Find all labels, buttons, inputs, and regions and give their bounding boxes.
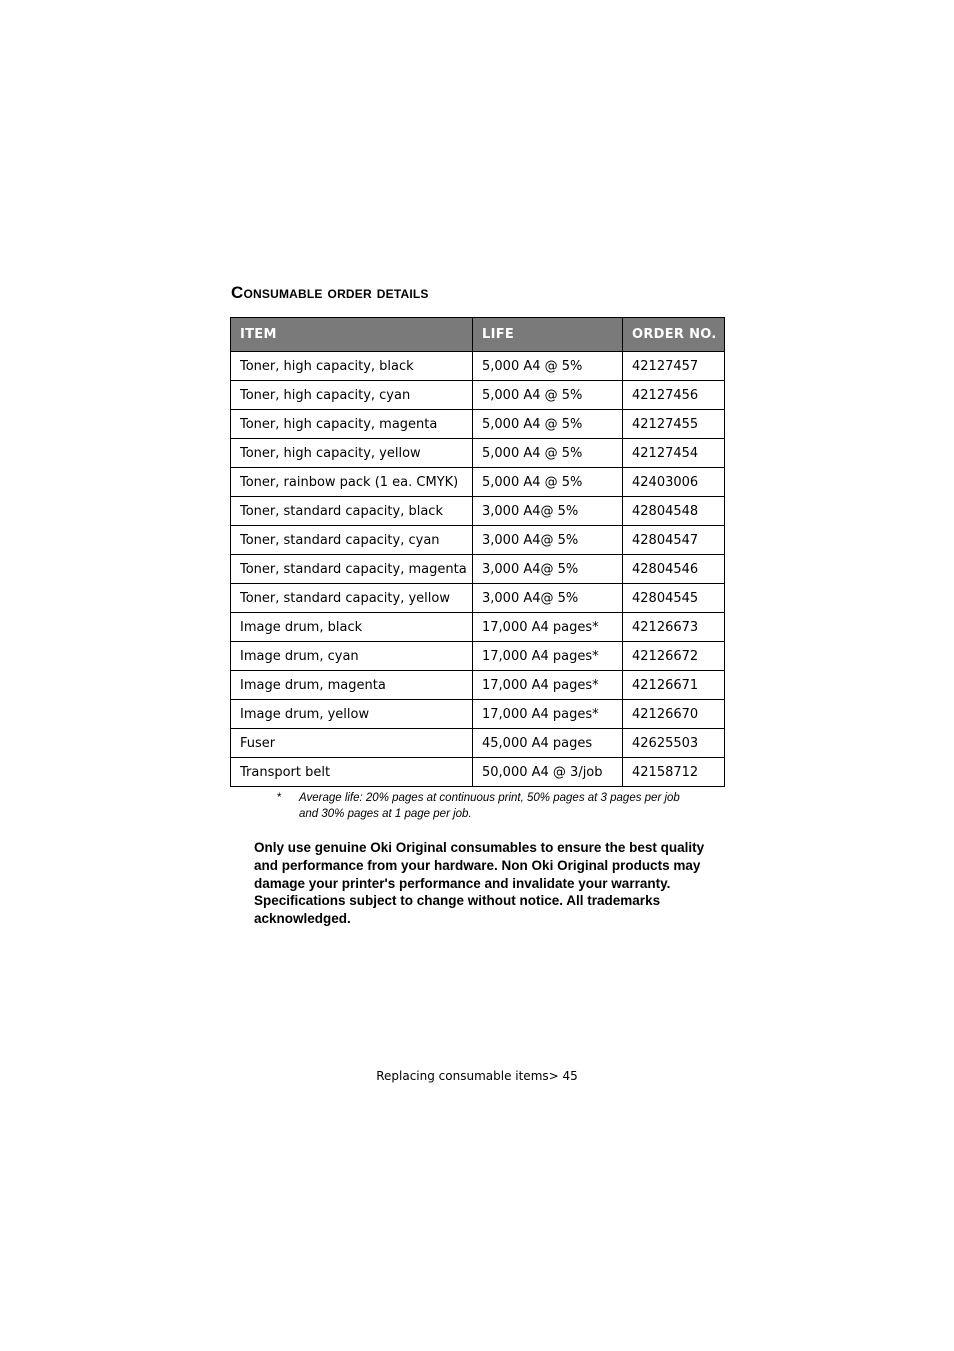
life-cell: 5,000 A4 @ 5% — [473, 381, 623, 410]
table-row — [231, 555, 725, 584]
life-cell: 5,000 A4 @ 5% — [473, 410, 623, 439]
item-cell: Toner, high capacity, yellow — [231, 439, 473, 468]
life-cell: 5,000 A4 @ 5% — [473, 439, 623, 468]
life-cell: 50,000 A4 @ 3/job — [473, 758, 623, 787]
column-header-order-no: ORDER NO. — [623, 318, 725, 352]
table-header-row — [231, 318, 725, 352]
item-cell: Toner, high capacity, magenta — [231, 410, 473, 439]
life-cell: 45,000 A4 pages — [473, 729, 623, 758]
table-row — [231, 613, 725, 642]
life-cell: 3,000 A4@ 5% — [473, 526, 623, 555]
page-footer: Replacing consumable items> 45 — [376, 1069, 578, 1083]
order-no-cell: 42158712 — [623, 758, 725, 787]
item-cell: Image drum, yellow — [231, 700, 473, 729]
footnote — [277, 790, 697, 822]
table-row — [231, 468, 725, 497]
order-no-cell: 42804547 — [623, 526, 725, 555]
life-cell: 3,000 A4@ 5% — [473, 497, 623, 526]
item-cell: Toner, high capacity, cyan — [231, 381, 473, 410]
order-no-cell: 42804546 — [623, 555, 725, 584]
item-cell: Fuser — [231, 729, 473, 758]
order-no-cell: 42126673 — [623, 613, 725, 642]
order-no-cell: 42127456 — [623, 381, 725, 410]
table-row — [231, 439, 725, 468]
item-cell: Toner, high capacity, black — [231, 352, 473, 381]
table-row — [231, 671, 725, 700]
life-cell: 3,000 A4@ 5% — [473, 555, 623, 584]
table-row — [231, 729, 725, 758]
order-no-cell: 42403006 — [623, 468, 725, 497]
section-title: Consumable order details — [231, 283, 429, 302]
table-row — [231, 642, 725, 671]
column-header-life: LIFE — [473, 318, 623, 352]
column-header-item: ITEM — [231, 318, 473, 352]
footnote-text: Average life: 20% pages at continuous print, 50% pages at 3 pages per job and 30% pages at 1 page per job. — [299, 792, 680, 820]
genuine-consumables-notice: Only use genuine Oki Original consumables to ensure the best quality and performance from your hardware. Non Oki Original products may damage your printer's performance and invalidate your warranty. Specifications subject to change without notice. All trademarks acknowledged. — [254, 840, 705, 927]
life-cell: 5,000 A4 @ 5% — [473, 352, 623, 381]
life-cell: 5,000 A4 @ 5% — [473, 468, 623, 497]
life-cell: 17,000 A4 pages* — [473, 671, 623, 700]
life-cell: 3,000 A4@ 5% — [473, 584, 623, 613]
order-no-cell: 42127454 — [623, 439, 725, 468]
order-no-cell: 42126670 — [623, 700, 725, 729]
table-row — [231, 352, 725, 381]
order-no-cell: 42126671 — [623, 671, 725, 700]
order-no-cell: 42625503 — [623, 729, 725, 758]
table-row — [231, 584, 725, 613]
item-cell: Toner, rainbow pack (1 ea. CMYK) — [231, 468, 473, 497]
item-cell: Image drum, black — [231, 613, 473, 642]
order-no-cell: 42127455 — [623, 410, 725, 439]
item-cell: Toner, standard capacity, magenta — [231, 555, 473, 584]
table-row — [231, 526, 725, 555]
table-row — [231, 758, 725, 787]
item-cell: Toner, standard capacity, black — [231, 497, 473, 526]
item-cell: Image drum, cyan — [231, 642, 473, 671]
item-cell: Transport belt — [231, 758, 473, 787]
footnote-mark: * — [277, 792, 282, 804]
table-row — [231, 381, 725, 410]
order-no-cell: 42804545 — [623, 584, 725, 613]
table-row — [231, 700, 725, 729]
table-row — [231, 497, 725, 526]
order-no-cell: 42804548 — [623, 497, 725, 526]
order-no-cell: 42127457 — [623, 352, 725, 381]
item-cell: Toner, standard capacity, yellow — [231, 584, 473, 613]
life-cell: 17,000 A4 pages* — [473, 700, 623, 729]
life-cell: 17,000 A4 pages* — [473, 613, 623, 642]
item-cell: Toner, standard capacity, cyan — [231, 526, 473, 555]
order-no-cell: 42126672 — [623, 642, 725, 671]
table-row — [231, 410, 725, 439]
item-cell: Image drum, magenta — [231, 671, 473, 700]
consumables-table — [230, 317, 725, 787]
life-cell: 17,000 A4 pages* — [473, 642, 623, 671]
